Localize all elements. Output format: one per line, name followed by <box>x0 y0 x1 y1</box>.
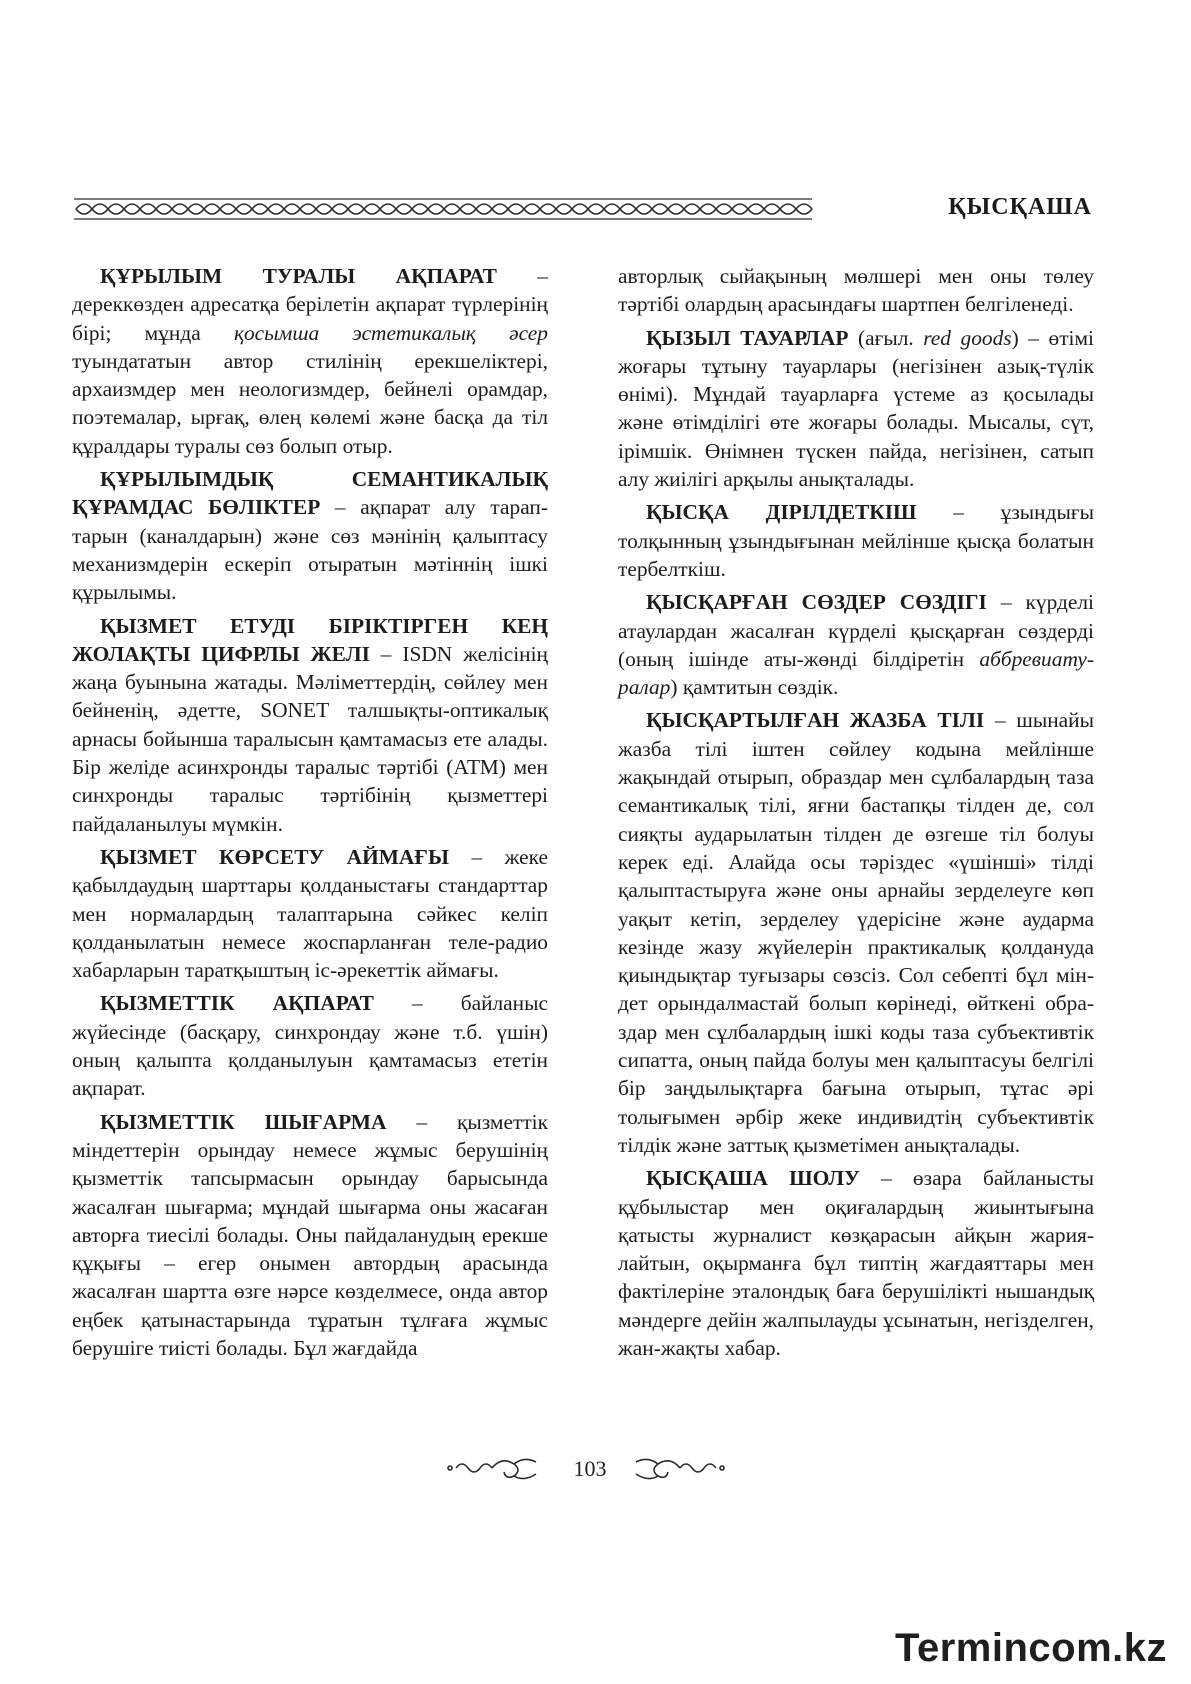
entry-definition: – ұзындығы толқынның ұзындығынан мейлінше қысқа болатын тербелткіш. <box>618 500 1094 581</box>
entry-term: ҚЫСҚАША ШОЛУ <box>646 1166 860 1191</box>
site-watermark: Termincom.kz <box>895 1626 1167 1670</box>
page-number: 103 <box>573 1456 607 1481</box>
entry-term: ҚҰРЫЛЫМДЫҚ СЕМАНТИКАЛЫҚ ҚҰРАМДАС БӨЛІКТЕР <box>72 467 548 520</box>
entry-definition: ) қамтитын сөздік. <box>670 675 839 700</box>
entry-term: ҚҰРЫЛЫМ ТУРАЛЫ АҚПАРАТ <box>100 264 497 288</box>
entry-term: ҚЫЗМЕТ ЕТУДІ БІРІКТІРГЕН КЕҢ ЖОЛАҚТЫ ЦИФРЛЫ ЖЕЛІ <box>72 613 548 666</box>
dictionary-entry <box>72 989 548 1102</box>
entry-definition: – дереккөзден адресатқа берілетін ақпарат түрлерінің бірі; мұнда <box>72 264 549 345</box>
dictionary-entry <box>72 843 548 984</box>
entry-definition: – ISDN желісінің жаңа буынына жатады. Мәліметтердің, сөйлеу мен бейненің, әдетте, SONET талшықты-оптикалық арнасы бойынша таралысын қамтамасыз ете алады. Бір желіде асинхронды таралыс тәртібі (АТМ) мен синхронды таралыс тәртібінің қызметтері пайдаланылуы мүмкін. <box>72 641 548 836</box>
entry-definition: – байланыс жүйесінде (басқару, синхрондау және т.б. үшін) оның қалыпта қолданылуын қамтамасыз ететін ақпарат. <box>72 991 548 1101</box>
dictionary-entry <box>72 465 548 606</box>
entry-definition: – шынайы жазба тілі іштен сөйлеу кодына мейлінше жақындай отырып, образдар мен сұлбалардың таза семантикалық тілі, яғни бастапқы тілден де, сол сияқты аударылатын тілден де өзгеше тіл болуы керек еді. Алайда осы тәріздес «үшінші» тілді қалыптастыруға және оны арнайы зерделеуге көп уақыт кетіп, зерделеу үдерісіне және аударма кезінде жазу жүйелерін практикалық қолдануда қиындықтар туғызары сөзсіз. Сол себепті бұл міндет орындалмастай болып көрінеді, өйткені образдар мен сұлбалардың ішкі коды таза субъективтік сипатта, оның пайда болуы мен қалыптасуы белгілі бір заңдылықтарға бағына отырып, тұтас әрі толығымен әрбір жеке индивидтің субъективтік тілдік және заттық қызметімен анықталады. <box>618 708 1094 1157</box>
running-head: ҚЫСҚАША <box>948 194 1092 220</box>
entry-definition: – ақпарат алу тараптарын (каналдарын) және сөз мәнінің қалыптасу механизмдерін ескеріп отыратын мәтіннің ішкі құрылымы. <box>72 495 548 605</box>
entry-definition: ) – өтімі жоғары тұтыну тауарлары (негізінен азық-түлік өнімі). Мұндай тауарларға үстеме аз қосылады және өтімділігі өте жоғары болады. Мысалы, сүт, ірімшік. Өнімнен түскен пайда, негізінен, сатып алу жиілігі арқылы анықталады. <box>618 325 1094 492</box>
entry-definition: – қызметтік міндеттерін орындау немесе жұмыс берушінің қызметтік тапсырмасын орындау барысында жасалған шығарма; мұндай шығарма оны жасаған авторға тиесілі болады. Оны пайдаланудың ерекше құқығы – егер онымен автордың арасында жасалған шартта өзге нәрсе көзделмесе, онда автор еңбек қатынастарында тұратын тұлғаға жұмыс берушіге тиісті болады. Бұл жағдайда <box>72 1109 548 1360</box>
dictionary-entry <box>72 612 548 838</box>
entry-term: ҚЫСҚАРҒАН СӨЗДЕР СӨЗДІГІ <box>646 590 987 615</box>
dictionary-entry <box>72 1108 548 1363</box>
entry-term: ҚЫЗМЕТТІК ШЫҒАРМА <box>100 1109 387 1134</box>
entry-term: ҚЫЗЫЛ ТАУАРЛАР <box>646 325 849 350</box>
dictionary-entry <box>618 706 1094 1159</box>
dictionary-entry <box>618 324 1094 494</box>
entry-definition: – өзара байланысты құбылыстар мен оқиғалардың жиынтығына қатысты журналист көзқарасын айқын жариялайтын, оқырманға бұл типтің жағдаяттары мен фактілеріне эталондық баға берушілікті нышандық мәндерге дейін жалпылауды ұсынатын, негізделген, жан-жақты хабар. <box>618 1166 1094 1360</box>
dictionary-entry <box>618 588 1094 701</box>
entry-definition: – күрделі атаулардан жасалған күрделі қысқарған сөздерді (оның ішінде аты-жөнді білдіретін <box>618 590 1094 671</box>
entry-term: ҚЫСҚА ДІРІЛДЕТКІШ <box>646 500 917 525</box>
entry-term: ҚЫЗМЕТ КӨРСЕТУ АЙМАҒЫ <box>100 844 449 869</box>
dictionary-entry <box>618 498 1094 583</box>
entry-definition: – жеке қабылдаудың шарттары қолданыстағы стандарттар мен нормалардың талаптарына сәйкес келіп қолданылатын немесе жоспарланған теле-радио хабарларын таратқыштың іс-әрекеттік аймағы. <box>72 844 548 983</box>
footer-ornament-left-icon <box>444 1454 540 1484</box>
entry-italic: қосымша эстетикалық әсер <box>233 320 548 345</box>
dictionary-entry <box>618 1164 1094 1362</box>
entry-continuation: авторлық сыйақының мөлшері мен оны төлеу тәртібі олардың арасындағы шартпен белгіленеді. <box>618 264 1094 317</box>
entry-term: ҚЫЗМЕТТІК АҚПАРАТ <box>100 991 374 1016</box>
decorative-ornament-band <box>72 196 814 222</box>
right-column <box>618 262 1094 1367</box>
entry-italic: red goods <box>923 325 1012 350</box>
dictionary-entry <box>72 262 548 460</box>
entry-italic: аббревиатуралар <box>618 646 1094 700</box>
page-header <box>72 190 1092 228</box>
left-column <box>72 262 548 1367</box>
page-footer <box>0 1452 1191 1492</box>
footer-ornament-right-icon <box>632 1454 728 1484</box>
entry-definition: туындататын автор стилінің ерекшеліктері, архаизмдер мен неологизмдер, бейнелі орамдар, поэтемалар, ырғақ, өлең көлемі және басқа да тіл құралдары туралы сөз болып отыр. <box>72 348 548 458</box>
entry-term: ҚЫСҚАРТЫЛҒАН ЖАЗБА ТІЛІ <box>646 708 985 733</box>
entry-definition: (ағыл. <box>848 325 924 350</box>
